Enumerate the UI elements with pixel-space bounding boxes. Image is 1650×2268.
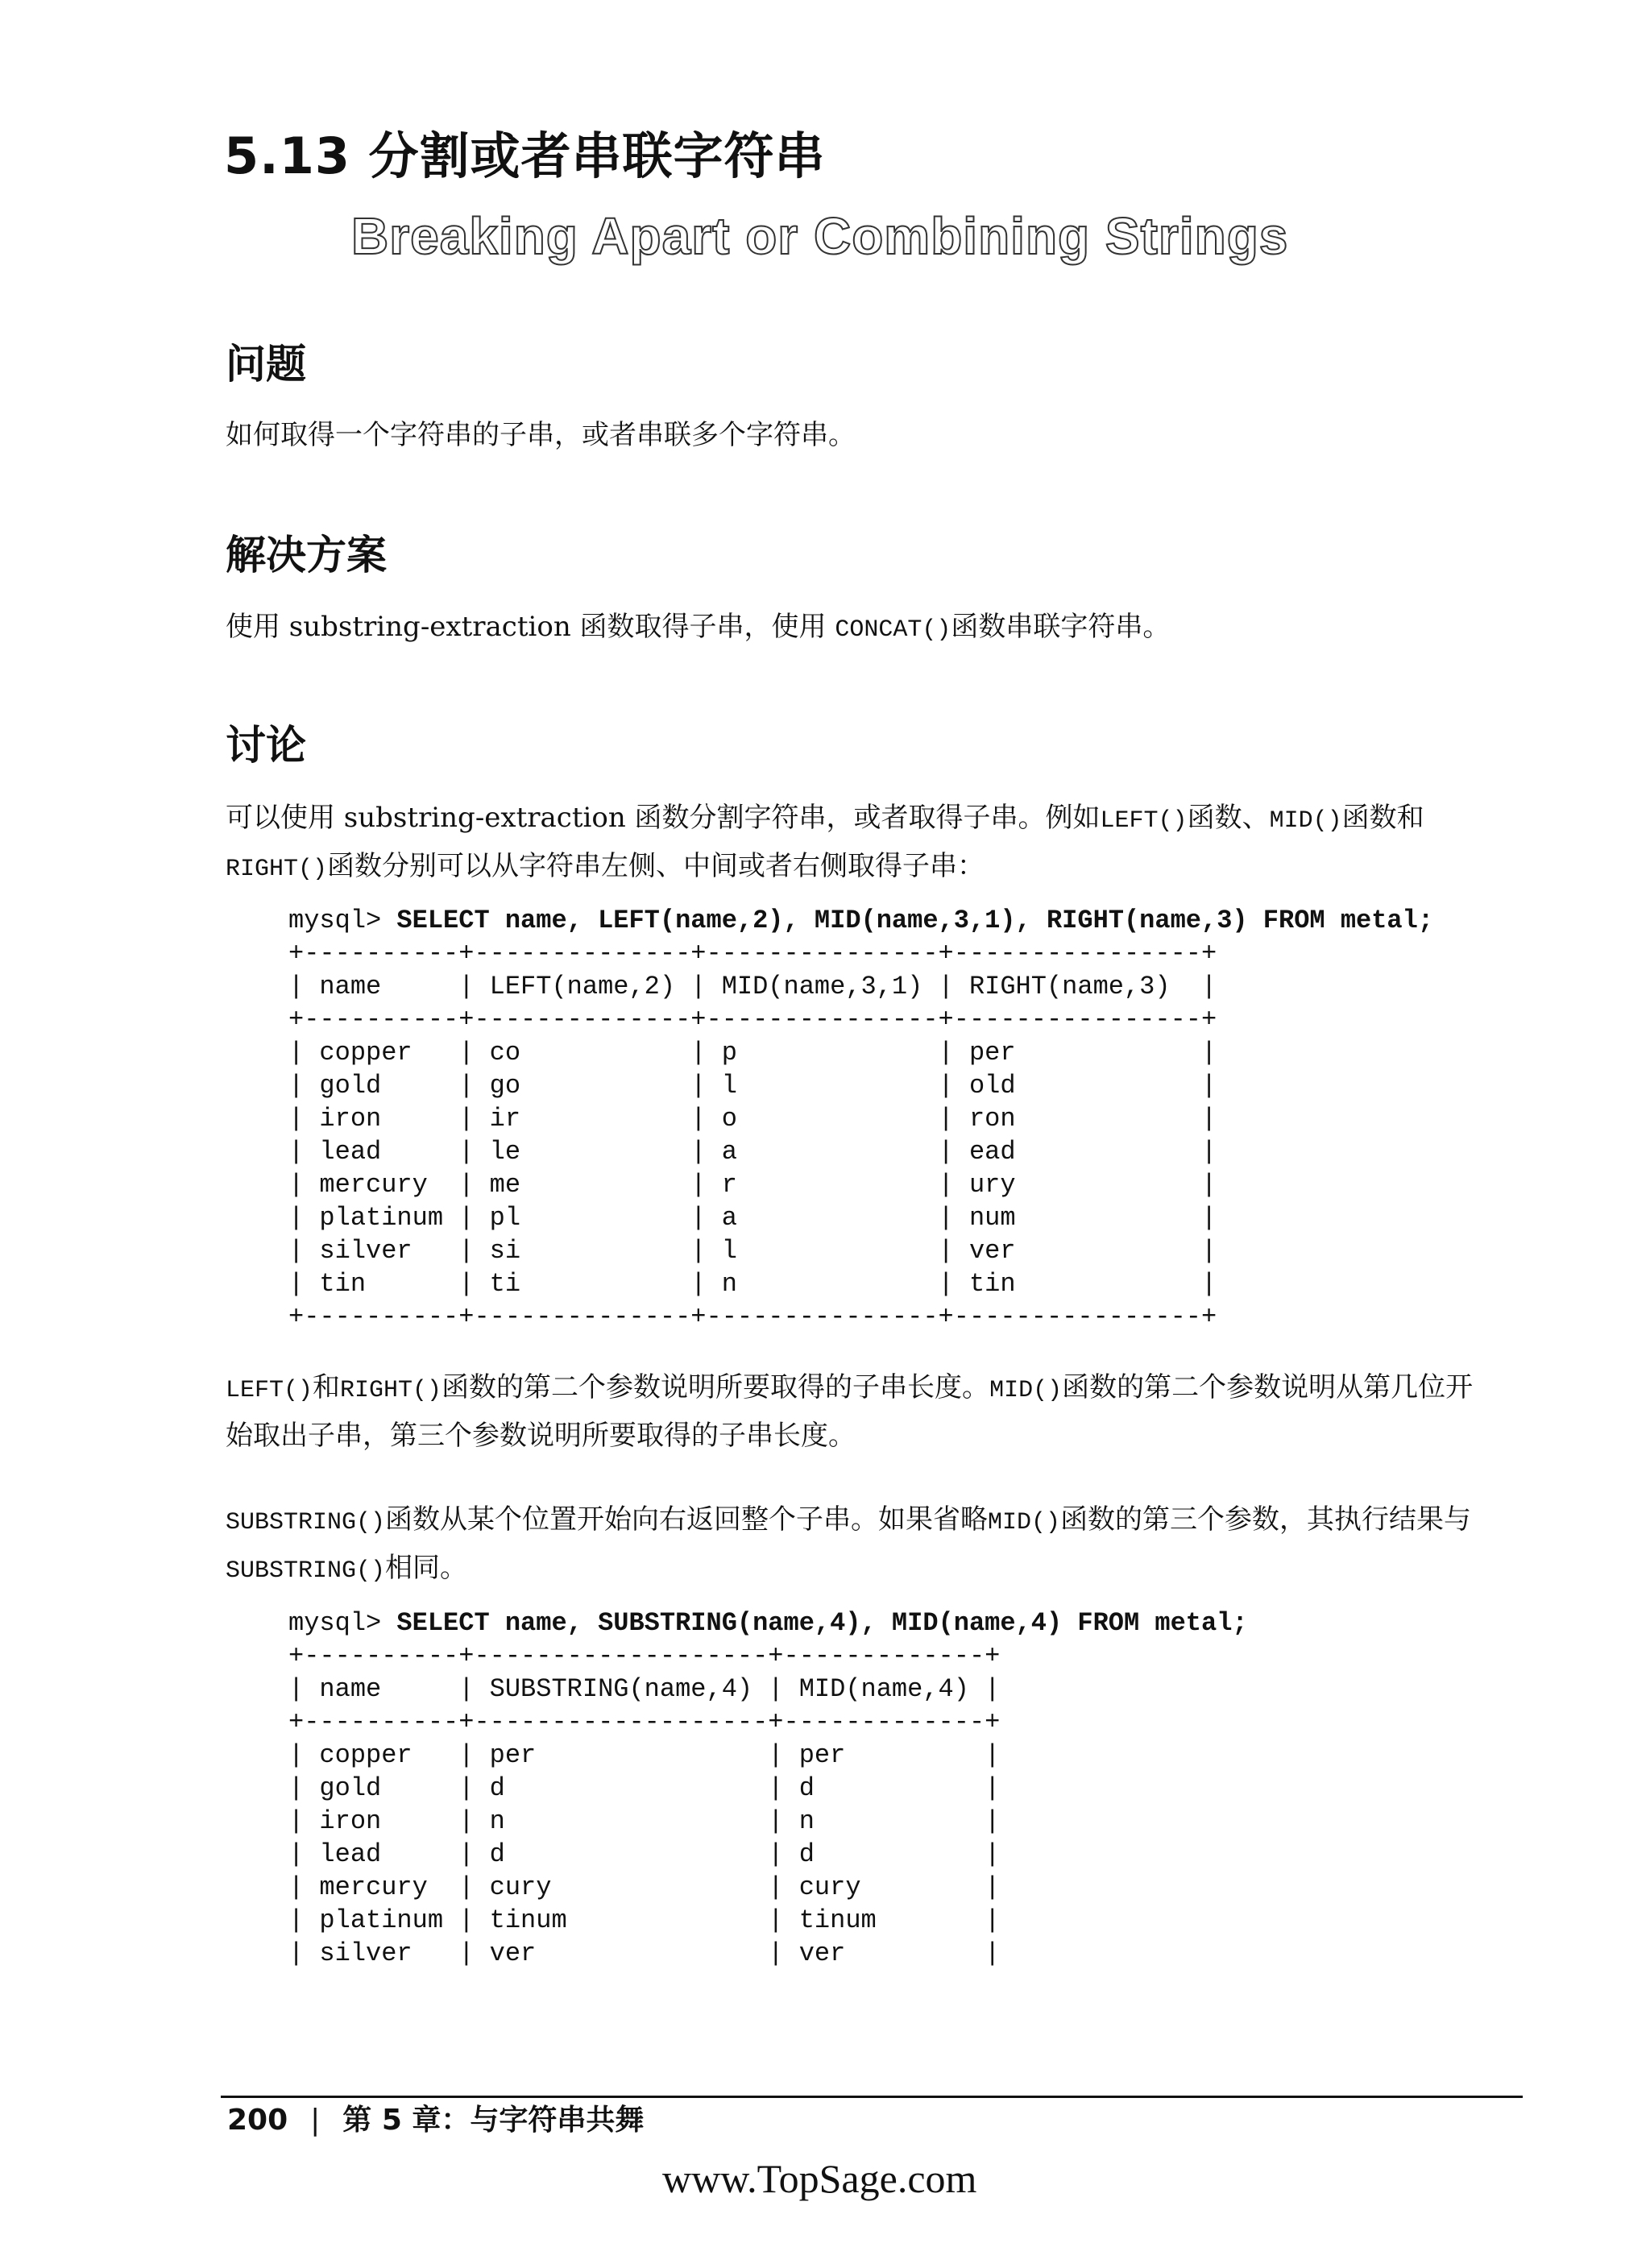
text-run: 函数的第二个参数说明所要取得的子串长度。 [442, 1371, 990, 1404]
code-output-line: +----------+--------------+---------------+----------------+ [288, 1302, 1217, 1332]
chapter-title: 第 5 章：与字符串共舞 [342, 2104, 645, 2137]
inline-code: SUBSTRING() [226, 1557, 386, 1585]
inline-code: LEFT() [1100, 807, 1188, 835]
inline-code: MID() [1269, 807, 1342, 835]
code-block-2 [288, 1607, 1248, 1970]
code-output-line: | lead | le | a | ead | [288, 1137, 1217, 1167]
solution-text-post: 函数串联字符串。 [951, 611, 1171, 643]
code-output-2 [288, 1640, 1248, 1970]
solution-text [226, 604, 1490, 653]
code-output-line: +----------+-------------------+-------------+ [288, 1707, 1001, 1737]
code-output-line: +----------+--------------+---------------+----------------+ [288, 939, 1217, 968]
code-output-line: | name | SUBSTRING(name,4) | MID(name,4) | [288, 1674, 1001, 1704]
code-output-line: | mercury | cury | cury | [288, 1872, 1001, 1902]
inline-code: MID() [989, 1377, 1063, 1404]
footer-rule [221, 2096, 1523, 2098]
code-output-line: | gold | d | d | [288, 1773, 1001, 1803]
code-output-line: | platinum | pl | a | num | [288, 1203, 1217, 1233]
text-run: 相同。 [385, 1552, 468, 1584]
solution-code-concat: CONCAT() [835, 616, 951, 644]
discussion-paragraph-1 [226, 795, 1490, 892]
section-title: 5.13 分割或者串联字符串 [224, 126, 826, 185]
code-output-line: | silver | ver | ver | [288, 1938, 1001, 1968]
code-output-line: | silver | si | l | ver | [288, 1236, 1217, 1266]
text-run: 函数分别可以从字符串左侧、中间或者右侧取得子串： [327, 850, 985, 882]
code-block-1 [288, 904, 1433, 1333]
discussion-paragraph-2 [226, 1365, 1490, 1458]
code-prompt: mysql> [288, 1608, 397, 1638]
inline-code: SUBSTRING() [226, 1509, 386, 1536]
watermark-url: www.TopSage.com [662, 2156, 977, 2201]
code-output-line: | tin | ti | n | tin | [288, 1269, 1217, 1299]
text-run: 函数、 [1187, 802, 1270, 834]
inline-code: RIGHT() [226, 856, 328, 883]
solution-text-pre: 使用 substring-extraction 函数取得子串，使用 [226, 611, 827, 643]
code-output-line: | platinum | tinum | tinum | [288, 1905, 1001, 1935]
code-statement: SELECT name, LEFT(name,2), MID(name,3,1), RIGHT(name,3) FROM metal; [396, 906, 1434, 935]
solution-heading: 解决方案 [226, 532, 387, 578]
discussion-paragraph-3 [226, 1497, 1490, 1594]
code-statement: SELECT name, SUBSTRING(name,4), MID(name,4) FROM metal; [396, 1608, 1248, 1638]
discussion-heading: 讨论 [226, 722, 306, 769]
text-run: 和 [313, 1371, 341, 1404]
code-output-1 [288, 937, 1433, 1333]
text-run: 函数的第二个参数说明从第几位开始取出子串，第三个参数说明所要取得的子串长度。 [226, 1371, 1474, 1452]
code-output-line: | mercury | me | r | ury | [288, 1170, 1217, 1200]
code-output-line: | iron | n | n | [288, 1806, 1001, 1836]
code-output-line: | lead | d | d | [288, 1839, 1001, 1869]
text-run: 函数从某个位置开始向右返回整个子串。如果省略 [385, 1503, 989, 1536]
code-output-line: | iron | ir | o | ron | [288, 1104, 1217, 1134]
section-subtitle: Breaking Apart or Combining Strings [351, 207, 1289, 265]
text-run: 函数的第三个参数，其执行结果与 [1060, 1503, 1472, 1536]
code-output-line: | copper | co | p | per | [288, 1038, 1217, 1068]
code-output-line: +----------+--------------+---------------+----------------+ [288, 1005, 1217, 1034]
footer-separator: | [310, 2104, 321, 2137]
inline-code: LEFT() [226, 1377, 313, 1404]
page-footer [227, 2103, 644, 2137]
code-prompt: mysql> [288, 906, 397, 935]
code-output-line: | name | LEFT(name,2) | MID(name,3,1) | RIGHT(name,3) | [288, 972, 1217, 1001]
code-output-line: +----------+-------------------+-------------+ [288, 1641, 1001, 1671]
code-output-line: | gold | go | l | old | [288, 1071, 1217, 1101]
page-number: 200 [227, 2104, 288, 2137]
problem-text: 如何取得一个字符串的子串，或者串联多个字符串。 [226, 419, 856, 451]
code-output-line: | copper | per | per | [288, 1740, 1001, 1770]
text-run: 函数和 [1341, 802, 1424, 834]
problem-heading: 问题 [226, 341, 306, 388]
inline-code: RIGHT() [340, 1377, 442, 1404]
inline-code: MID() [988, 1509, 1061, 1536]
text-run: 可以使用 substring-extraction 函数分割字符串，或者取得子串。例如 [226, 802, 1101, 834]
